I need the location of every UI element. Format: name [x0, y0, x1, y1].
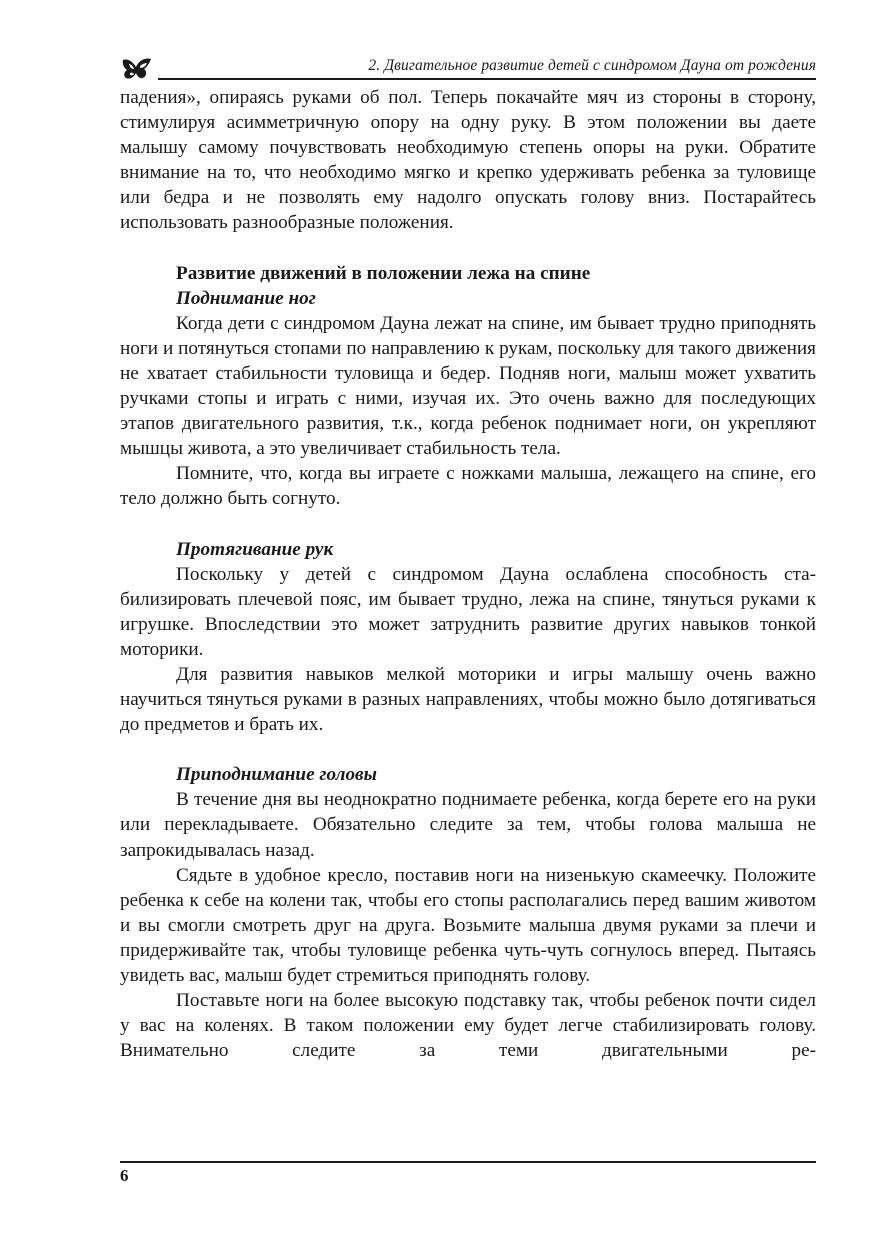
paragraph: Сядьте в удобное кресло, поставив ноги на низенькую скамеечку. Положите ребенка к себе на колени так, чтобы его стопы располагались перед вашим животом и вы смогли смотреть друг на друга. Возьмите малыша двумя руками за плечи и придерживайте так, чтобы туловище ребенка чуть-чуть согнулось вперед. Пытаясь увидеть вас, малыш будет стремиться приподнять голову.	[120, 864, 816, 986]
page-number: 6	[120, 1166, 129, 1185]
footer-rule	[120, 1161, 816, 1163]
intro-paragraph: падения», опираясь руками об пол. Теперь покачайте мяч из стороны в сторону, стимулируя асимметричную опору на одну руку. В этом положении вы даете малышу самому почувствовать необходимую степень опоры на руки. Обратите внимание на то, что необходимо мягко и крепко удерживать ребенка за туловище или бедра и не позволять ему надолго опускать голову вниз. Постарайтесь использовать разнообразные положения.	[120, 87, 816, 234]
subsection-title: Поднимание ног	[176, 287, 316, 309]
paragraph: В течение дня вы неоднократно поднимаете ребенка, когда берете его на руки или перекладываете. Обязательно следите за тем, чтобы голова малыша не запрокидывалась назад.	[120, 789, 816, 861]
butterfly-icon	[120, 56, 154, 82]
running-header	[120, 56, 816, 82]
subsection-leg-raising	[120, 286, 816, 512]
subsection-title: Приподнимание головы	[176, 764, 377, 786]
paragraph: Поскольку у детей с синдромом Дауна ослаблена способность стабилизировать плечевой пояс, им бывает трудно, лежа на спине, тянуться руками к игрушке. Впоследствии это может затруднить развитие других навыков тонкой моторики.	[120, 563, 816, 660]
subsection-head-raising	[120, 762, 816, 1063]
paragraph: Помните, что, когда вы играете с ножками малыша, лежащего на спине, его тело должно быть согнуто.	[120, 463, 816, 510]
subsection-arm-reaching	[120, 537, 816, 738]
paragraph: Когда дети с синдромом Дауна лежат на спине, им бывает трудно приподнять ноги и потянуться стопами по направлению к рукам, поскольку для такого движения не хватает стабильности туловища и бедер. Подняв ноги, малыш может ухватить ручками стопы и играть с ними, изучая их. Это очень важно для последующих этапов двигательного развития, т.к., когда ребенок поднимает ноги, он укрепляют мышцы живота, а это увеличивает стабильность тела.	[120, 312, 816, 460]
paragraph: Для развития навыков мелкой моторики и игры малышу очень важно научиться тянуться руками в разных направлениях, чтобы можно было дотягиваться до предметов и брать их.	[120, 663, 816, 736]
section-title: Развитие движений в положении лежа на спине	[176, 262, 591, 284]
page-body	[120, 85, 816, 1063]
subsection-title: Протягивание рук	[176, 538, 334, 560]
header-rule	[158, 78, 816, 80]
running-title: 2. Двигательное развитие детей с синдромом Дауна от рождения	[368, 57, 816, 74]
paragraph: Поставьте ноги на более высокую подставку так, чтобы ребенок почти сидел у вас на коленях. В таком положении ему будет легче стабилизировать голову. Внимательно следите за теми двигательными ре-	[120, 990, 816, 1062]
